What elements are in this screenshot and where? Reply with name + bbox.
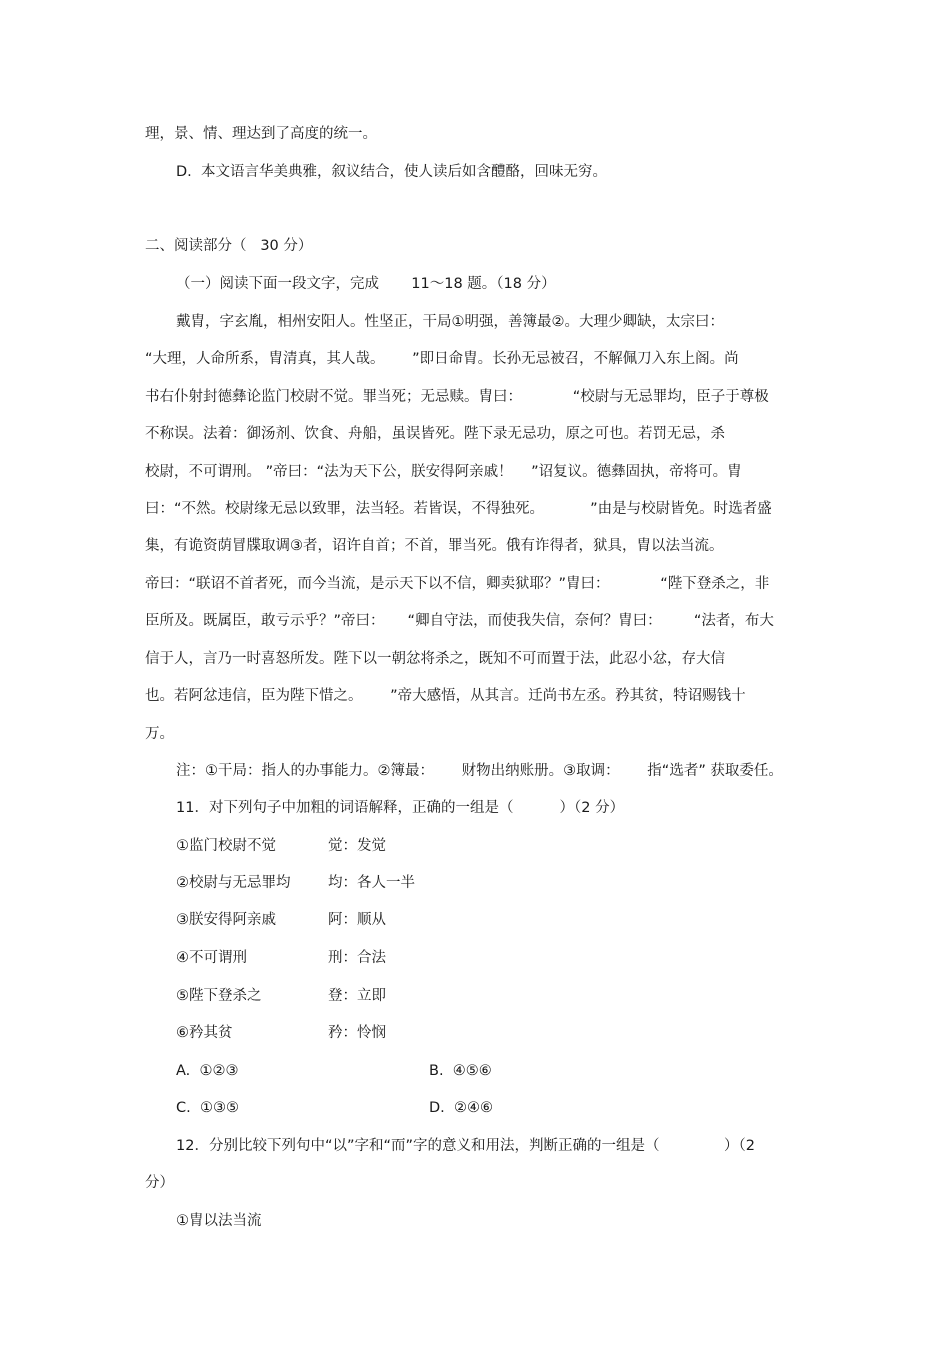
q11-option-c: C. ①③⑤	[176, 1100, 239, 1116]
question-12-stem-cont: 分）	[145, 1175, 174, 1191]
q11-item-phrase: ②校尉与无忌罪均	[176, 875, 291, 891]
note-line: 注：①干局：指人的办事能力。②簿最： 财物出纳账册。③取调： 指“选者” 获取委任。	[176, 763, 783, 779]
q11-option-d: D. ②④⑥	[429, 1100, 493, 1116]
q11-item-phrase: ④不可谓刑	[176, 950, 247, 966]
passage-line: 曰：“不然。校尉缘无忌以致罪，法当轻。若皆误，不得独死。 ”由是与校尉皆免。时选者盛	[145, 501, 772, 517]
q11-item-gloss: 矜：怜悯	[328, 1025, 386, 1041]
q11-item-gloss: 觉：发觉	[328, 838, 386, 854]
passage-line: 也。若阿忿违信，臣为陛下惜之。 ”帝大感悟，从其言。迁尚书左丞。矜其贫，特诏赐钱十	[145, 688, 746, 704]
passage-line: “大理，人命所系，胄清真，其人哉。 ”即日命胄。长孙无忌被召，不解佩刀入东上阁。尚	[145, 351, 739, 367]
q12-item: ①胄以法当流	[176, 1213, 262, 1229]
q11-item-phrase: ⑥矜其贫	[176, 1025, 233, 1041]
intro-line: 理，景、情、理达到了高度的统一。	[145, 126, 377, 142]
q11-item-phrase: ①监门校尉不觉	[176, 838, 276, 854]
q11-item-phrase: ③朕安得阿亲戚	[176, 912, 276, 928]
q11-item-gloss: 均：各人一半	[328, 875, 415, 891]
passage-line: 集，有诡资荫冒牒取调③者，诏许自首；不首，罪当死。俄有诈得者，狱具，胄以法当流。	[145, 538, 724, 554]
passage-line: 信于人，言乃一时喜怒所发。陛下以一朝忿将杀之，既知不可而置于法，此忍小忿，存大信	[145, 651, 725, 667]
q11-item-gloss: 阿：顺从	[328, 912, 386, 928]
q11-item-gloss: 刑：合法	[328, 950, 386, 966]
option-d-line: D. 本文语言华美典雅，叙议结合，使人读后如含醴酪，回味无穷。	[176, 164, 607, 180]
sub-heading: （一）阅读下面一段文字，完成 11～18 题。（18 分）	[176, 276, 556, 292]
passage-line: 不称误。法着：御汤剂、饮食、舟船，虽误皆死。陛下录无忌功，原之可也。若罚无忌，杀	[145, 426, 725, 442]
question-12-stem: 12．分别比较下列句中“以”字和“而”字的意义和用法，判断正确的一组是（ ）（2	[176, 1138, 755, 1154]
q11-option-b: B. ④⑤⑥	[429, 1063, 492, 1079]
passage-line: 万。	[145, 726, 174, 742]
passage-line: 校尉，不可谓刑。 ”帝曰：“法为天下公，朕安得阿亲戚！ ”诏复议。德彝固执，帝将可。胄	[145, 464, 742, 480]
q11-option-a: A. ①②③	[176, 1063, 239, 1079]
section-heading: 二、阅读部分（ 30 分）	[145, 238, 313, 254]
q11-item-phrase: ⑤陛下登杀之	[176, 988, 262, 1004]
question-11-stem: 11．对下列句子中加粗的词语解释，正确的一组是（ ）（2 分）	[176, 800, 625, 816]
passage-line: 戴胄，字玄胤，相州安阳人。性坚正，干局①明强，善簿最②。大理少卿缺，太宗曰：	[176, 314, 724, 330]
q11-item-gloss: 登：立即	[328, 988, 386, 1004]
passage-line: 臣所及。既属臣，敢亏示乎？”帝曰： “卿自守法，而使我失信，奈何？胄曰： “法者，布大	[145, 613, 774, 629]
passage-line: 书右仆射封德彝论监门校尉不觉。罪当死；无忌赎。胄曰： “校尉与无忌罪均，臣子于尊极	[145, 389, 769, 405]
passage-line: 帝曰：“联诏不首者死，而今当流，是示天下以不信，卿卖狱耶？”胄曰： “陛下登杀之，非	[145, 576, 770, 592]
